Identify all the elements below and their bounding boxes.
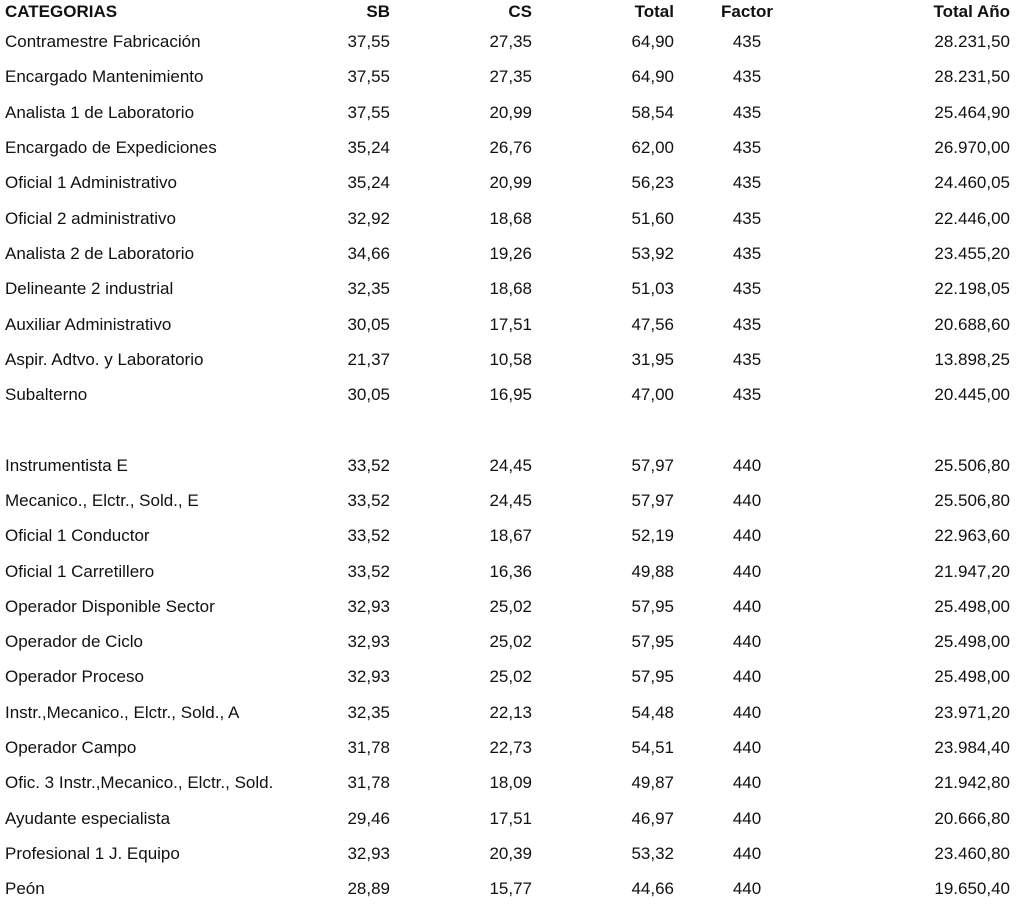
cell-total: 49,87 xyxy=(631,773,674,793)
cell-category: Auxiliar Administrativo xyxy=(5,314,172,334)
cell-total: 49,88 xyxy=(631,561,674,581)
table-row xyxy=(0,130,1018,165)
table-row xyxy=(0,730,1018,765)
header-cs: CS xyxy=(508,2,532,21)
cell-total: 54,51 xyxy=(631,738,674,758)
cell-total: 47,00 xyxy=(631,385,674,405)
cell-total: 57,95 xyxy=(631,596,674,616)
cell-factor: 435 xyxy=(732,67,762,87)
table-row xyxy=(0,342,1018,377)
cell-category: Analista 1 de Laboratorio xyxy=(5,102,195,122)
cell-sb: 31,78 xyxy=(347,738,390,758)
cell-category: Oficial 1 Carretillero xyxy=(5,561,155,581)
cell-category: Instr.,Mecanico., Elctr., Sold., A xyxy=(5,702,240,722)
cell-cs: 17,51 xyxy=(489,314,532,334)
table-body xyxy=(0,24,1018,906)
cell-cs: 24,45 xyxy=(489,491,532,510)
cell-factor: 435 xyxy=(732,349,762,369)
cell-cs: 22,73 xyxy=(489,738,532,758)
cell-factor: 440 xyxy=(732,561,762,581)
cell-cs: 25,02 xyxy=(489,632,532,652)
cell-total: 58,54 xyxy=(631,102,674,122)
cell-total-ano: 20.445,00 xyxy=(934,385,1010,405)
cell-total-ano: 23.455,20 xyxy=(934,243,1010,263)
cell-total: 62,00 xyxy=(631,138,674,158)
cell-category: Operador Campo xyxy=(5,738,137,758)
cell-total-ano: 22.446,00 xyxy=(934,208,1010,228)
cell-cs: 15,77 xyxy=(489,879,532,899)
cell-factor: 435 xyxy=(732,314,762,334)
cell-total-ano: 20.688,60 xyxy=(934,314,1010,334)
cell-total: 53,32 xyxy=(631,843,674,863)
table-row xyxy=(0,553,1018,588)
cell-total-ano: 21.942,80 xyxy=(934,773,1010,793)
cell-total-ano: 24.460,05 xyxy=(934,173,1010,193)
cell-total-ano: 28.231,50 xyxy=(934,67,1010,87)
group-spacer-row xyxy=(0,412,1018,447)
header-total: Total xyxy=(634,2,674,21)
cell-factor: 440 xyxy=(732,879,762,899)
table-row xyxy=(0,801,1018,836)
cell-total: 31,95 xyxy=(631,349,674,369)
cell-total-ano: 20.666,80 xyxy=(934,808,1010,828)
cell-sb: 35,24 xyxy=(347,173,390,193)
cell-factor: 435 xyxy=(732,173,762,193)
cell-factor: 435 xyxy=(732,102,762,122)
cell-cs: 27,35 xyxy=(489,32,532,52)
table-row xyxy=(0,518,1018,553)
cell-total: 53,92 xyxy=(631,243,674,263)
header-row xyxy=(0,0,1018,24)
cell-total: 46,97 xyxy=(631,808,674,828)
cell-sb: 33,52 xyxy=(347,561,390,581)
cell-factor: 440 xyxy=(732,808,762,828)
table-row xyxy=(0,200,1018,235)
cell-total: 51,03 xyxy=(631,279,674,299)
cell-total-ano: 23.971,20 xyxy=(934,702,1010,722)
cell-total: 44,66 xyxy=(631,879,674,899)
cell-category: Encargado Mantenimiento xyxy=(5,67,204,87)
cell-category: Encargado de Expediciones xyxy=(5,138,217,158)
cell-factor: 440 xyxy=(732,667,762,687)
cell-total: 57,95 xyxy=(631,667,674,687)
cell-total-ano: 13.898,25 xyxy=(934,349,1010,369)
cell-sb: 32,35 xyxy=(347,702,390,722)
cell-sb: 33,52 xyxy=(347,526,390,546)
cell-total-ano: 23.984,40 xyxy=(934,738,1010,758)
table-row xyxy=(0,377,1018,412)
table-row xyxy=(0,165,1018,200)
cell-total: 57,97 xyxy=(631,491,674,510)
cell-cs: 18,67 xyxy=(489,526,532,546)
header-total-ano: Total Año xyxy=(933,2,1010,21)
cell-sb: 34,66 xyxy=(347,243,390,263)
cell-cs: 19,26 xyxy=(489,243,532,263)
cell-total-ano: 25.506,80 xyxy=(934,491,1010,510)
table-row xyxy=(0,483,1018,518)
cell-category: Aspir. Adtvo. y Laboratorio xyxy=(5,349,204,369)
cell-sb: 35,24 xyxy=(347,138,390,158)
cell-factor: 440 xyxy=(732,632,762,652)
table-row xyxy=(0,836,1018,871)
cell-sb: 21,37 xyxy=(347,349,390,369)
table-row xyxy=(0,236,1018,271)
cell-factor: 440 xyxy=(732,738,762,758)
cell-sb: 32,92 xyxy=(347,208,390,228)
table-row xyxy=(0,59,1018,94)
table-row xyxy=(0,589,1018,624)
cell-cs: 18,09 xyxy=(489,773,532,793)
table-row xyxy=(0,659,1018,694)
cell-category: Oficial 1 Conductor xyxy=(5,526,150,546)
cell-category: Delineante 2 industrial xyxy=(5,279,174,299)
cell-total: 64,90 xyxy=(631,67,674,87)
cell-sb: 37,55 xyxy=(347,67,390,87)
cell-factor: 435 xyxy=(732,138,762,158)
cell-factor: 435 xyxy=(732,32,762,52)
header-categorias: CATEGORIAS xyxy=(5,2,118,21)
cell-factor: 440 xyxy=(732,596,762,616)
cell-sb: 32,93 xyxy=(347,667,390,687)
cell-sb: 32,35 xyxy=(347,279,390,299)
cell-factor: 440 xyxy=(732,491,762,510)
cell-total-ano: 25.498,00 xyxy=(934,632,1010,652)
cell-total-ano: 25.506,80 xyxy=(934,455,1010,475)
cell-sb: 30,05 xyxy=(347,385,390,405)
table-row xyxy=(0,624,1018,659)
cell-cs: 10,58 xyxy=(489,349,532,369)
cell-category: Ayudante especialista xyxy=(5,808,171,828)
cell-cs: 18,68 xyxy=(489,279,532,299)
cell-total: 56,23 xyxy=(631,173,674,193)
table-row xyxy=(0,448,1018,483)
cell-total: 51,60 xyxy=(631,208,674,228)
cell-category: Analista 2 de Laboratorio xyxy=(5,243,195,263)
cell-cs: 17,51 xyxy=(489,808,532,828)
cell-sb: 32,93 xyxy=(347,843,390,863)
spacer-cell xyxy=(0,412,1018,447)
cell-category: Ofic. 3 Instr.,Mecanico., Elctr., Sold. xyxy=(5,773,274,793)
cell-category: Operador Disponible Sector xyxy=(5,596,215,616)
cell-cs: 27,35 xyxy=(489,67,532,87)
cell-cs: 20,39 xyxy=(489,843,532,863)
cell-total: 57,95 xyxy=(631,632,674,652)
cell-total-ano: 22.963,60 xyxy=(934,526,1010,546)
cell-category: Peón xyxy=(5,879,45,899)
cell-factor: 440 xyxy=(732,702,762,722)
cell-cs: 25,02 xyxy=(489,596,532,616)
cell-total: 57,97 xyxy=(631,455,674,475)
cell-category: Mecanico., Elctr., Sold., E xyxy=(5,491,199,510)
cell-cs: 26,76 xyxy=(489,138,532,158)
cell-factor: 440 xyxy=(732,773,762,793)
cell-total-ano: 23.460,80 xyxy=(934,843,1010,863)
cell-total-ano: 22.198,05 xyxy=(934,279,1010,299)
cell-factor: 435 xyxy=(732,385,762,405)
table-row xyxy=(0,765,1018,800)
cell-factor: 435 xyxy=(732,279,762,299)
table-row xyxy=(0,306,1018,341)
cell-sb: 28,89 xyxy=(347,879,390,899)
cell-cs: 18,68 xyxy=(489,208,532,228)
cell-sb: 31,78 xyxy=(347,773,390,793)
table-row xyxy=(0,95,1018,130)
cell-category: Oficial 2 administrativo xyxy=(5,208,177,228)
cell-total-ano: 28.231,50 xyxy=(934,32,1010,52)
header-factor: Factor xyxy=(721,2,773,21)
cell-factor: 440 xyxy=(732,843,762,863)
table-row xyxy=(0,24,1018,59)
cell-category: Operador de Ciclo xyxy=(5,632,143,652)
cell-category: Operador Proceso xyxy=(5,667,144,687)
cell-factor: 440 xyxy=(732,526,762,546)
cell-cs: 20,99 xyxy=(489,173,532,193)
cell-total: 47,56 xyxy=(631,314,674,334)
cell-category: Oficial 1 Administrativo xyxy=(5,173,177,193)
cell-category: Instrumentista E xyxy=(5,455,128,475)
cell-sb: 30,05 xyxy=(347,314,390,334)
cell-total-ano: 25.498,00 xyxy=(934,596,1010,616)
cell-cs: 24,45 xyxy=(489,455,532,475)
cell-cs: 16,36 xyxy=(489,561,532,581)
cell-sb: 37,55 xyxy=(347,102,390,122)
cell-factor: 440 xyxy=(732,455,762,475)
table-row xyxy=(0,871,1018,906)
cell-total-ano: 25.498,00 xyxy=(934,667,1010,687)
cell-total-ano: 19.650,40 xyxy=(934,879,1010,899)
cell-cs: 25,02 xyxy=(489,667,532,687)
cell-sb: 37,55 xyxy=(347,32,390,52)
header-sb: SB xyxy=(366,2,390,21)
cell-sb: 33,52 xyxy=(347,455,390,475)
cell-total: 52,19 xyxy=(631,526,674,546)
cell-category: Contramestre Fabricación xyxy=(5,32,201,52)
cell-total-ano: 26.970,00 xyxy=(934,138,1010,158)
cell-category: Subalterno xyxy=(5,385,88,405)
cell-cs: 22,13 xyxy=(489,702,532,722)
cell-sb: 29,46 xyxy=(347,808,390,828)
cell-total: 64,90 xyxy=(631,32,674,52)
cell-sb: 32,93 xyxy=(347,632,390,652)
cell-factor: 435 xyxy=(732,208,762,228)
cell-category: Profesional 1 J. Equipo xyxy=(5,843,180,863)
cell-cs: 20,99 xyxy=(489,102,532,122)
cell-factor: 435 xyxy=(732,243,762,263)
cell-sb: 33,52 xyxy=(347,491,390,510)
cell-total-ano: 25.464,90 xyxy=(934,102,1010,122)
cell-total: 54,48 xyxy=(631,702,674,722)
cell-cs: 16,95 xyxy=(489,385,532,405)
cell-total-ano: 21.947,20 xyxy=(934,561,1010,581)
table-row xyxy=(0,695,1018,730)
table-row xyxy=(0,271,1018,306)
cell-sb: 32,93 xyxy=(347,596,390,616)
